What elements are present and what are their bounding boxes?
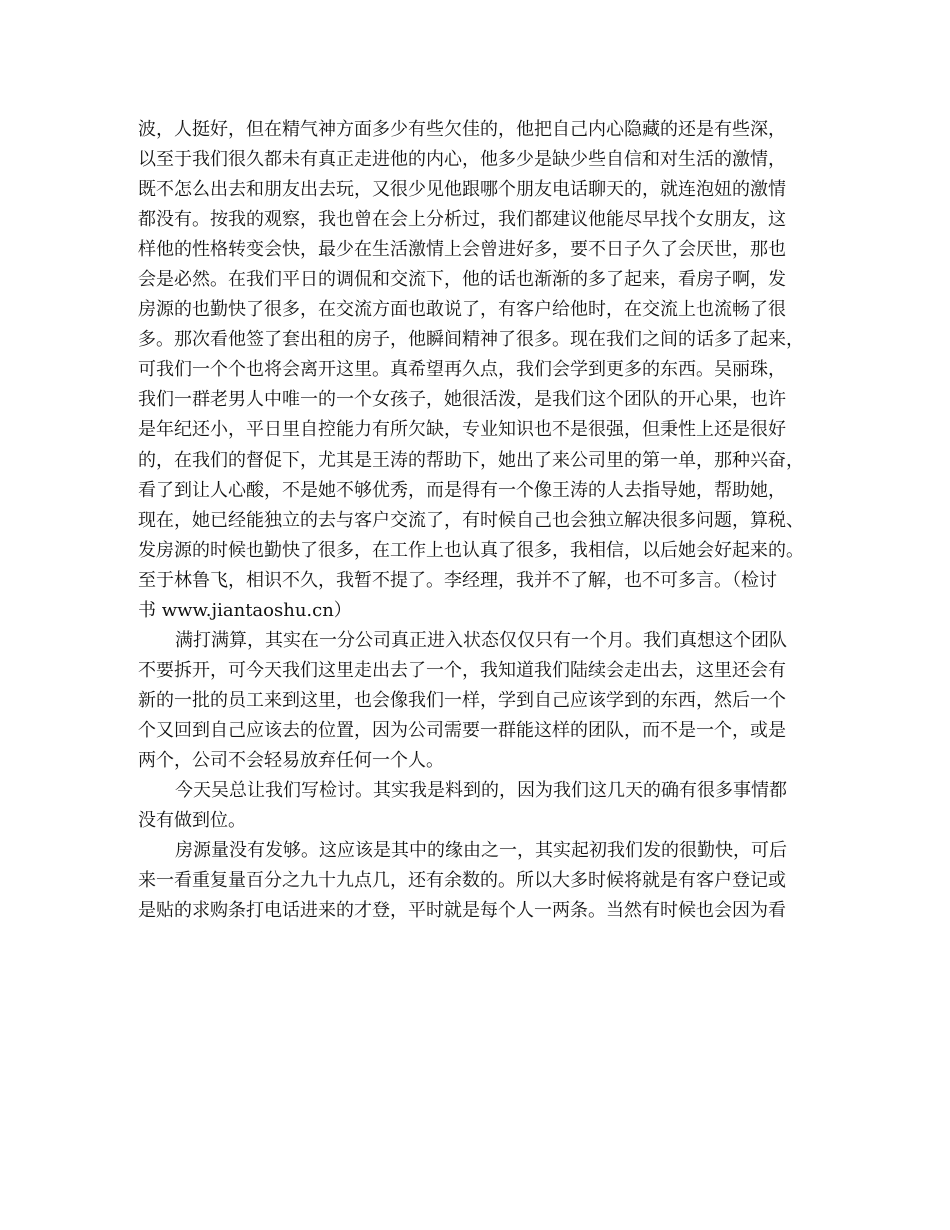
text-line: 是贴的求购条打电话进来的才登，平时就是每个人一两条。当然有时候也会因为看 (138, 900, 786, 922)
text-line: 现在，她已经能独立的去与客户交流了，有时候自己也会独立解决很多问题，算税、 (138, 509, 804, 531)
text-line: 既不怎么出去和朋友出去玩，又很少见他跟哪个朋友电话聊天的，就连泡妞的激情 (138, 179, 786, 201)
text-line: 个又回到自己应该去的位置，因为公司需要一群能这样的团队，而不是一个，或是 (138, 719, 786, 741)
text-line: 新的一批的员工来到这里，也会像我们一样，学到自己应该学到的东西，然后一个 (138, 689, 786, 711)
text-line: 以至于我们很久都未有真正走进他的内心，他多少是缺少些自信和对生活的激情， (138, 149, 786, 171)
text-line: 会是必然。在我们平日的调侃和交流下，他的话也渐渐的多了起来，看房子啊，发 (138, 269, 786, 291)
text-line: 书 www.jiantaoshu.cn） (138, 599, 352, 621)
paragraph-start-line: 满打满算，其实在一分公司真正进入状态仅仅只有一个月。我们真想这个团队 (175, 629, 787, 651)
text-line: 我们一群老男人中唯一的一个女孩子，她很活泼，是我们这个团队的开心果，也许 (138, 389, 786, 411)
text-line: 来一看重复量百分之九十九点几，还有余数的。所以大多时候将就是有客户登记或 (138, 870, 786, 892)
text-line: 可我们一个个也将会离开这里。真希望再久点，我们会学到更多的东西。吴丽珠， (138, 359, 786, 381)
text-line: 样他的性格转变会快，最少在生活激情上会曾进好多，要不日子久了会厌世，那也 (138, 239, 786, 261)
text-line: 房源的也勤快了很多，在交流方面也敢说了，有客户给他时，在交流上也流畅了很 (138, 299, 786, 321)
text-line: 看了到让人心酸，不是她不够优秀，而是得有一个像王涛的人去指导她，帮助她， (138, 479, 786, 501)
text-line: 都没有。按我的观察，我也曾在会上分析过，我们都建议他能尽早找个女朋友，这 (138, 209, 786, 231)
text-line: 的，在我们的督促下，尤其是王涛的帮助下，她出了来公司里的第一单，那种兴奋， (138, 449, 804, 471)
paragraph-start-line: 今天吴总让我们写检讨。其实我是料到的，因为我们这几天的确有很多事情都 (175, 780, 787, 802)
text-line: 多。那次看他签了套出租的房子，他瞬间精神了很多。现在我们之间的话多了起来， (138, 329, 804, 351)
text-line: 两个，公司不会轻易放弃任何一个人。 (138, 749, 444, 771)
document-body (138, 115, 838, 926)
text-line: 不要拆开，可今天我们这里走出去了一个，我知道我们陆续会走出去，这里还会有 (138, 659, 786, 681)
text-line: 至于林鲁飞，相识不久，我暂不提了。李经理，我并不了解，也不可多言。（检讨 (138, 569, 777, 591)
text-line: 是年纪还小，平日里自控能力有所欠缺，专业知识也不是很强，但秉性上还是很好 (138, 419, 786, 441)
text-line: 波，人挺好，但在精气神方面多少有些欠佳的，他把自己内心隐藏的还是有些深， (138, 119, 786, 140)
text-line: 没有做到位。 (138, 810, 246, 832)
paragraph-start-line: 房源量没有发够。这应该是其中的缘由之一，其实起初我们发的很勤快，可后 (175, 840, 787, 862)
text-line: 发房源的时候也勤快了很多，在工作上也认真了很多，我相信，以后她会好起来的。 (138, 539, 804, 561)
